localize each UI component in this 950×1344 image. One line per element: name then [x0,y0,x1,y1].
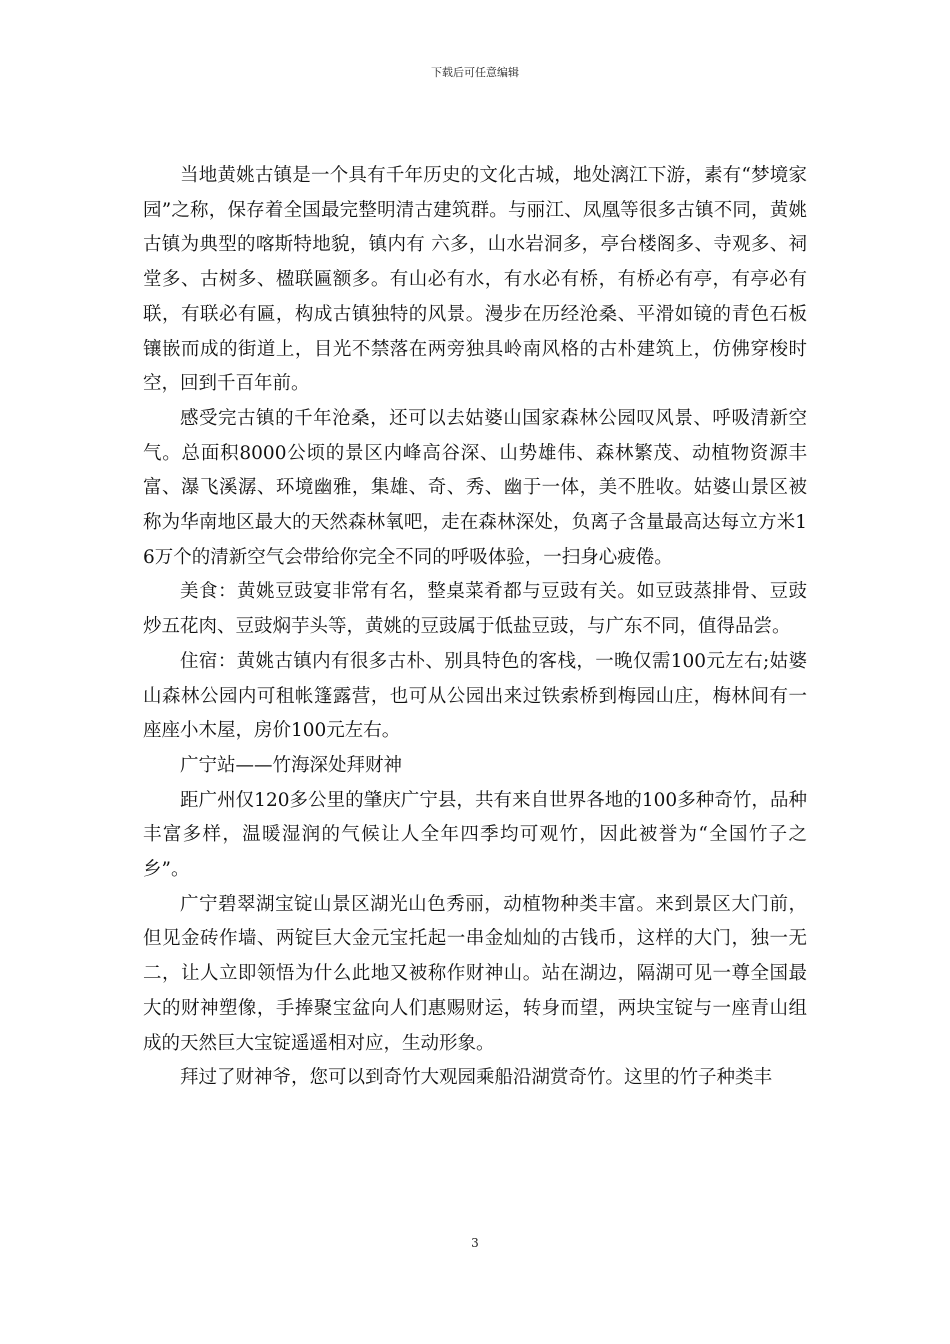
section-heading-guangning: 广宁站——竹海深处拜财神 [180,754,403,776]
paragraph-baoding-mountain: 广宁碧翠湖宝锭山景区湖光山色秀丽，动植物种类丰富。来到景区大门前，但见金砖作墙、两锭巨大金元宝托起一串金灿灿的古钱币，这样的大门，独一无二，让人立即领悟为什么此地又被称作财神山。站在湖边，隔湖可见一尊全国最大的财神塑像，手捧聚宝盆向人们惠赐财运，转身而望，两块宝锭与一座青山组成的天然巨大宝锭遥遥相对应，生动形象。 [143,893,807,1054]
paragraph-lodging: 住宿：黄姚古镇内有很多古朴、别具特色的客栈，一晚仅需100元左右;姑婆山森林公园内可租帐篷露营，也可从公园出来过铁索桥到梅园山庄，梅林间有一座座小木屋，房价100元左右。 [143,650,807,742]
paragraph-guangning-bamboo: 距广州仅120多公里的肇庆广宁县，共有来自世界各地的100多种奇竹，品种丰富多样，温暖湿润的气候让人全年四季均可观竹，因此被誉为“全国竹子之乡”。 [143,789,807,881]
document-body [143,159,807,1096]
page-number: 3 [471,1236,479,1250]
paragraph-food: 美食：黄姚豆豉宴非常有名，整桌菜肴都与豆豉有关。如豆豉蒸排骨、豆豉炒五花肉、豆豉焖芋头等，黄姚的豆豉属于低盐豆豉，与广东不同，值得品尝。 [143,581,807,638]
page-header: 下载后可任意编辑 [431,66,519,79]
paragraph-gupo-mountain: 感受完古镇的千年沧桑，还可以去姑婆山国家森林公园叹风景、呼吸清新空气。总面积8000公顷的景区内峰高谷深、山势雄伟、森林繁茂、动植物资源丰富、瀑飞溪潺、环境幽雅，集雄、奇、秀、幽于一体，美不胜收。姑婆山景区被称为华南地区最大的天然森林氧吧，走在森林深处，负离子含量最高达每立方米16万个的清新空气会带给你完全不同的呼吸体验，一扫身心疲倦。 [143,407,807,568]
paragraph-bamboo-garden: 拜过了财神爷，您可以到奇竹大观园乘船沿湖赏奇竹。这里的竹子种类丰 [180,1067,773,1089]
paragraph-huangyao-town: 当地黄姚古镇是一个具有千年历史的文化古城，地处漓江下游，素有“梦境家园”之称，保存着全国最完整明清古建筑群。与丽江、凤凰等很多古镇不同，黄姚古镇为典型的喀斯特地貌，镇内有 六多，山水岩洞多，亭台楼阁多、寺观多、祠堂多、古树多、楹联匾额多。有山必有水，有水必有桥，有桥必有亭，有亭必有联，有联必有匾，构成古镇独特的风景。漫步在历经沧桑、平滑如镜的青色石板镶嵌而成的街道上，目光不禁落在两旁独具岭南风格的古朴建筑上，仿佛穿梭时空，回到千百年前。 [143,165,807,395]
